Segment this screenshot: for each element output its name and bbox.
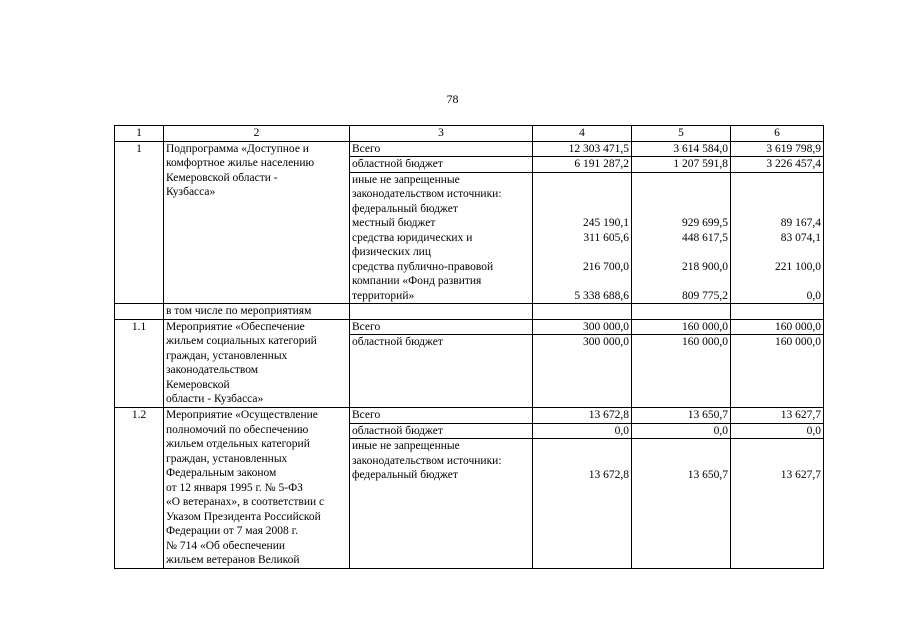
row-1-total-col6: 3 619 798,9 bbox=[731, 141, 824, 157]
row-1-1-name-line: граждан, установленных bbox=[166, 349, 288, 362]
row-1-1-total-col4: 300 000,0 bbox=[533, 319, 632, 335]
row-1-2-name-line: граждан, установленных bbox=[166, 452, 288, 465]
row-1-1-number: 1.1 bbox=[115, 319, 164, 408]
value-line: 13 650,7 bbox=[687, 469, 728, 481]
row-1-name bbox=[164, 141, 350, 304]
row-1-total-col5: 3 614 584,0 bbox=[632, 141, 731, 157]
row-1-1-name-line: области - Кузбасса» bbox=[166, 393, 264, 405]
row-1-2-name-line: жильем ветеранов Великой bbox=[166, 554, 300, 566]
row-1-2-other-sources-labels bbox=[350, 439, 533, 569]
row-1-2-other-col6 bbox=[731, 439, 824, 569]
header-cell-3: 3 bbox=[350, 126, 533, 142]
page-number: 78 bbox=[446, 92, 459, 106]
table-row-subheader bbox=[115, 304, 824, 320]
row-1-2-name-line: Мероприятие «Осуществление bbox=[166, 409, 318, 421]
value-line: 218 900,0 bbox=[682, 260, 728, 273]
row-1-name-line: Подпрограмма «Доступное и bbox=[166, 142, 309, 155]
row-1-2-total-col6: 13 627,7 bbox=[731, 408, 824, 424]
row-1-2-name-line: жильем отдельных категорий bbox=[166, 438, 310, 450]
row-1-oblast-label: областной бюджет bbox=[350, 157, 533, 173]
value-line: 221 100,0 bbox=[775, 260, 821, 273]
row-1-2-oblast-col5: 0,0 bbox=[632, 423, 731, 439]
value-line: 89 167,4 bbox=[780, 217, 821, 229]
subheader-empty-cell bbox=[350, 304, 533, 320]
value-line bbox=[634, 454, 728, 469]
row-1-2-other-col4 bbox=[533, 439, 632, 569]
row-1-other-col4 bbox=[533, 172, 632, 304]
source-label: законодательством источники: bbox=[352, 454, 502, 467]
source-label: федеральный бюджет bbox=[352, 469, 458, 481]
value-line bbox=[634, 173, 728, 188]
row-1-total-label: Всего bbox=[350, 141, 533, 157]
value-line: 311 605,6 bbox=[583, 231, 629, 244]
value-line bbox=[535, 187, 629, 202]
source-label: компании «Фонд развития bbox=[352, 275, 482, 287]
row-1-name-line: Кемеровской области - bbox=[166, 171, 278, 184]
row-1-2-total-col4: 13 672,8 bbox=[533, 408, 632, 424]
value-line: 13 672,8 bbox=[588, 469, 629, 481]
row-1-2-name-line: Указом Президента Российской bbox=[166, 510, 321, 523]
source-label: средства публично-правовой bbox=[352, 260, 494, 273]
value-line bbox=[634, 187, 728, 202]
row-1-2-other-col5 bbox=[632, 439, 731, 569]
row-1-total-col4: 12 303 471,5 bbox=[533, 141, 632, 157]
value-line bbox=[733, 202, 821, 217]
source-label: законодательством источники: bbox=[352, 188, 502, 200]
row-1-2-name bbox=[164, 408, 350, 569]
row-1-1-name-line: жильем социальных категорий bbox=[166, 335, 317, 347]
source-label: территорий» bbox=[352, 289, 415, 302]
row-1-1-name bbox=[164, 319, 350, 408]
table-row-1-total bbox=[115, 141, 824, 157]
row-1-1-total-col6: 160 000,0 bbox=[731, 319, 824, 335]
value-line bbox=[634, 202, 728, 217]
header-cell-2: 2 bbox=[164, 126, 350, 142]
subheader-empty-cell bbox=[115, 304, 164, 320]
value-line bbox=[733, 454, 821, 469]
row-1-2-name-line: «О ветеранах», в соответствии с bbox=[166, 496, 325, 508]
value-line: 0,0 bbox=[806, 289, 821, 302]
value-line bbox=[535, 173, 629, 188]
value-line: 5 338 688,6 bbox=[574, 289, 629, 302]
row-1-number: 1 bbox=[115, 141, 164, 304]
value-line bbox=[535, 202, 629, 217]
row-1-2-oblast-col6: 0,0 bbox=[731, 423, 824, 439]
value-line bbox=[535, 274, 629, 289]
value-line bbox=[733, 173, 821, 188]
row-1-2-name-line: № 714 «Об обеспечении bbox=[166, 539, 286, 552]
row-1-2-oblast-label: областной бюджет bbox=[350, 423, 533, 439]
value-line: 83 074,1 bbox=[780, 231, 821, 244]
row-1-2-oblast-col4: 0,0 bbox=[533, 423, 632, 439]
value-line bbox=[733, 439, 821, 454]
row-1-oblast-col4: 6 191 287,2 bbox=[533, 157, 632, 173]
value-line bbox=[733, 274, 821, 289]
subheader-empty-cell bbox=[533, 304, 632, 320]
value-line: 245 190,1 bbox=[583, 217, 629, 229]
source-label: местный бюджет bbox=[352, 217, 436, 229]
row-1-other-sources-labels bbox=[350, 172, 533, 304]
budget-table bbox=[114, 125, 824, 569]
row-1-2-total-label: Всего bbox=[350, 408, 533, 424]
value-line: 216 700,0 bbox=[583, 260, 629, 273]
row-1-other-col6 bbox=[731, 172, 824, 304]
row-1-oblast-col5: 1 207 591,8 bbox=[632, 157, 731, 173]
value-line bbox=[634, 245, 728, 260]
subheader-empty-cell bbox=[731, 304, 824, 320]
source-label: физических лиц bbox=[352, 246, 431, 258]
row-1-oblast-col6: 3 226 457,4 bbox=[731, 157, 824, 173]
source-label: средства юридических и bbox=[352, 231, 473, 244]
subheader-empty-cell bbox=[632, 304, 731, 320]
value-line: 809 775,2 bbox=[682, 289, 728, 302]
row-1-other-col5 bbox=[632, 172, 731, 304]
row-1-1-oblast-label: областной бюджет bbox=[350, 335, 533, 408]
value-line: 929 699,5 bbox=[682, 217, 728, 229]
row-1-name-line: Кузбасса» bbox=[166, 186, 216, 198]
source-label: федеральный бюджет bbox=[352, 202, 458, 215]
header-cell-4: 4 bbox=[533, 126, 632, 142]
row-1-1-name-line: Мероприятие «Обеспечение bbox=[166, 320, 305, 333]
header-cell-1: 1 bbox=[115, 126, 164, 142]
value-line bbox=[733, 187, 821, 202]
source-label: иные не запрещенные bbox=[352, 440, 460, 452]
row-1-1-name-line: Кемеровской bbox=[166, 378, 230, 391]
row-1-2-number: 1.2 bbox=[115, 408, 164, 569]
row-1-1-oblast-col5: 160 000,0 bbox=[632, 335, 731, 408]
row-1-1-oblast-col6: 160 000,0 bbox=[731, 335, 824, 408]
row-1-2-name-line: Федеральным законом bbox=[166, 467, 277, 479]
header-cell-6: 6 bbox=[731, 126, 824, 142]
value-line bbox=[535, 454, 629, 469]
row-1-2-name-line: полномочий по обеспечению bbox=[166, 423, 309, 436]
row-1-1-total-label: Всего bbox=[350, 319, 533, 335]
row-1-1-name-line: законодательством bbox=[166, 364, 259, 376]
table-row-1-2-total bbox=[115, 408, 824, 424]
header-cell-5: 5 bbox=[632, 126, 731, 142]
value-line bbox=[535, 439, 629, 454]
value-line bbox=[634, 439, 728, 454]
value-line: 13 627,7 bbox=[780, 469, 821, 481]
value-line: 448 617,5 bbox=[682, 231, 728, 244]
table-header-row bbox=[115, 126, 824, 142]
row-1-2-name-line: Федерации от 7 мая 2008 г. bbox=[166, 525, 298, 537]
subheader-label: в том числе по мероприятиям bbox=[164, 304, 350, 320]
table-row-1-1-total bbox=[115, 319, 824, 335]
row-1-1-oblast-col4: 300 000,0 bbox=[533, 335, 632, 408]
value-line bbox=[535, 245, 629, 260]
row-1-name-line: комфортное жилье населению bbox=[166, 157, 315, 169]
source-label: иные не запрещенные bbox=[352, 173, 460, 186]
value-line bbox=[733, 245, 821, 260]
value-line bbox=[634, 274, 728, 289]
row-1-2-total-col5: 13 650,7 bbox=[632, 408, 731, 424]
row-1-2-name-line: от 12 января 1995 г. № 5-ФЗ bbox=[166, 481, 303, 494]
row-1-1-total-col5: 160 000,0 bbox=[632, 319, 731, 335]
